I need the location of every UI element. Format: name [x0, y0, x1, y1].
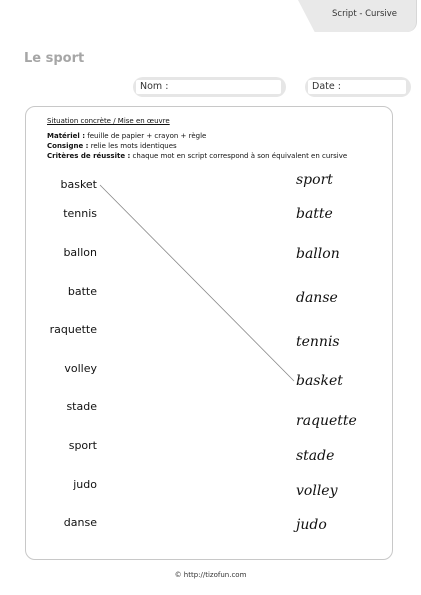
instruction-situation: Situation concrète / Mise en œuvre — [47, 117, 170, 125]
consigne-label: Consigne : — [47, 142, 89, 150]
cursive-word-basket[interactable]: basket — [296, 373, 343, 389]
script-word-judo[interactable]: judo — [73, 478, 97, 491]
cursive-word-judo[interactable]: judo — [296, 517, 327, 533]
script-word-sport[interactable]: sport — [68, 439, 97, 452]
criteres-text: chaque mot en script correspond à son équivalent en cursive — [130, 152, 348, 160]
script-word-danse[interactable]: danse — [63, 516, 97, 529]
cursive-word-batte[interactable]: batte — [296, 206, 333, 222]
page-title: Le sport — [24, 51, 85, 66]
footer-credit: © http://tizofun.com — [174, 571, 247, 579]
header-tab-label: Script - Cursive — [332, 9, 397, 19]
cursive-word-ballon[interactable]: ballon — [296, 246, 340, 262]
connection-line-basket — [100, 185, 294, 381]
criteres-label: Critères de réussite : — [47, 152, 131, 160]
script-word-batte[interactable]: batte — [67, 285, 97, 298]
date-label: Date : — [308, 80, 406, 94]
materiel-text: feuille de papier + crayon + règle — [85, 132, 207, 140]
script-word-tennis[interactable]: tennis — [63, 207, 97, 220]
cursive-word-sport[interactable]: sport — [296, 172, 333, 188]
script-word-raquette[interactable]: raquette — [49, 323, 97, 336]
cursive-word-tennis[interactable]: tennis — [296, 334, 340, 350]
consigne-text: relie les mots identiques — [88, 142, 177, 150]
cursive-word-danse[interactable]: danse — [296, 290, 338, 306]
script-word-volley[interactable]: volley — [64, 362, 97, 375]
name-label: Nom : — [136, 80, 281, 94]
cursive-word-raquette[interactable]: raquette — [296, 413, 357, 429]
cursive-word-volley[interactable]: volley — [296, 483, 338, 499]
script-word-basket[interactable]: basket — [60, 178, 97, 191]
script-word-ballon[interactable]: ballon — [63, 246, 97, 259]
materiel-label: Matériel : — [47, 132, 86, 140]
cursive-word-stade[interactable]: stade — [296, 448, 335, 464]
script-word-stade[interactable]: stade — [66, 400, 97, 413]
